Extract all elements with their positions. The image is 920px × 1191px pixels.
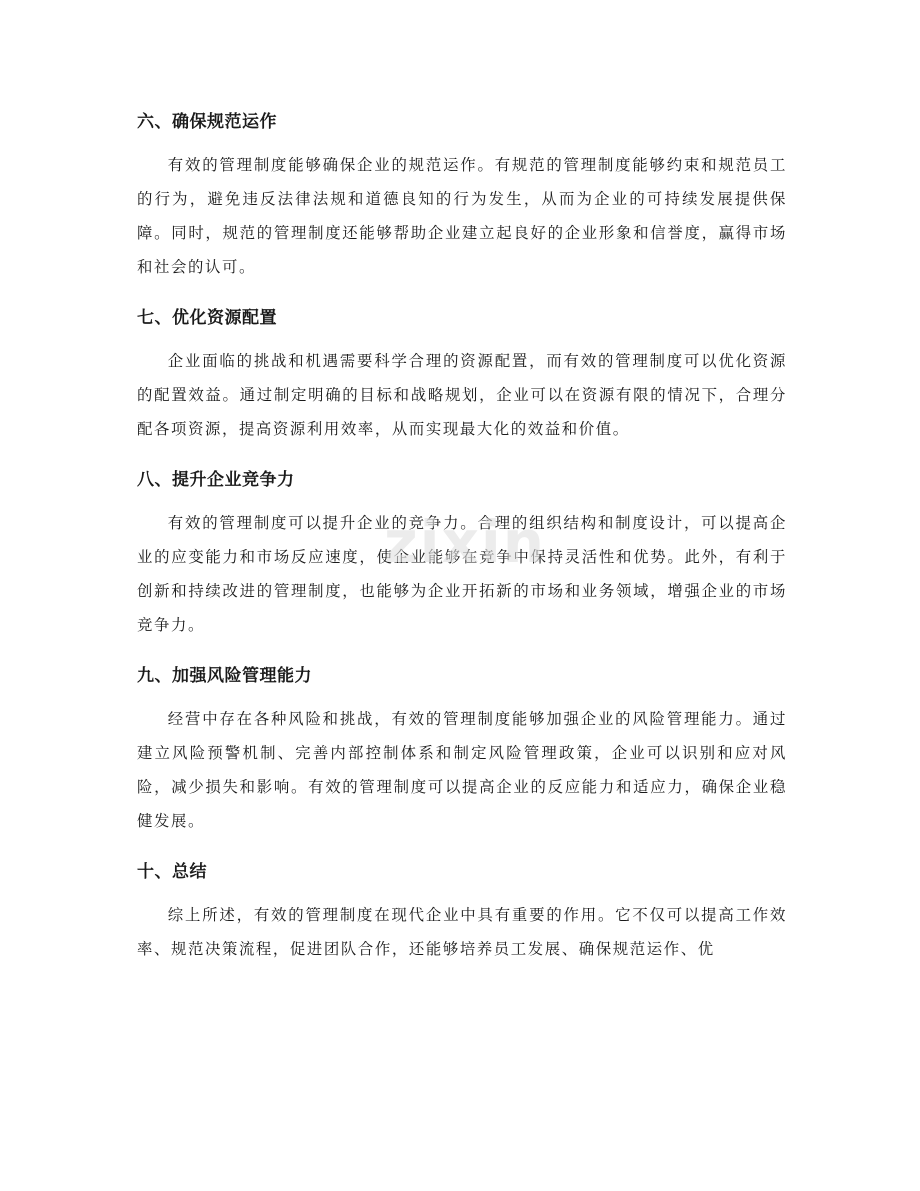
section-7 <box>137 300 787 446</box>
section-paragraph: 综上所述，有效的管理制度在现代企业中具有重要的作用。它不仅可以提高工作效率、规范决策流程，促进团队合作，还能够培养员工发展、确保规范运作、优 <box>137 906 787 958</box>
section-heading: 八、提升企业竞争力 <box>137 470 295 490</box>
section-paragraph: 有效的管理制度能够确保企业的规范运作。有规范的管理制度能够约束和规范员工的行为，避免违反法律法规和道德良知的行为发生，从而为企业的可持续发展提供保障。同时，规范的管理制度还能够帮助企业建立起良好的企业形象和信誉度，赢得市场和社会的认可。 <box>137 156 787 276</box>
section-9 <box>137 658 787 838</box>
section-heading: 九、加强风险管理能力 <box>137 666 312 686</box>
section-heading: 六、确保规范运作 <box>137 112 277 132</box>
section-heading: 七、优化资源配置 <box>137 308 277 328</box>
section-6 <box>137 104 787 284</box>
section-paragraph: 经营中存在各种风险和挑战，有效的管理制度能够加强企业的风险管理能力。通过建立风险预警机制、完善内部控制体系和制定风险管理政策，企业可以识别和应对风险，减少损失和影响。有效的管理制度可以提高企业的反应能力和适应力，确保企业稳健发展。 <box>137 710 787 830</box>
watermark-text: zixin <box>383 508 547 576</box>
section-paragraph: 企业面临的挑战和机遇需要科学合理的资源配置，而有效的管理制度可以优化资源的配置效益。通过制定明确的目标和战略规划，企业可以在资源有限的情况下，合理分配各项资源，提高资源利用效率，从而实现最大化的效益和价值。 <box>137 352 787 438</box>
section-8 <box>137 462 787 642</box>
document-content <box>137 104 787 982</box>
section-10 <box>137 854 787 966</box>
section-paragraph: 有效的管理制度可以提升企业的竞争力。合理的组织结构和制度设计，可以提高企业的应变能力和市场反应速度，使企业能够在竞争中保持灵活性和优势。此外，有利于创新和持续改进的管理制度，也能够为企业开拓新的市场和业务领域，增强企业的市场竞争力。 <box>137 514 787 634</box>
section-heading: 十、总结 <box>137 862 207 882</box>
